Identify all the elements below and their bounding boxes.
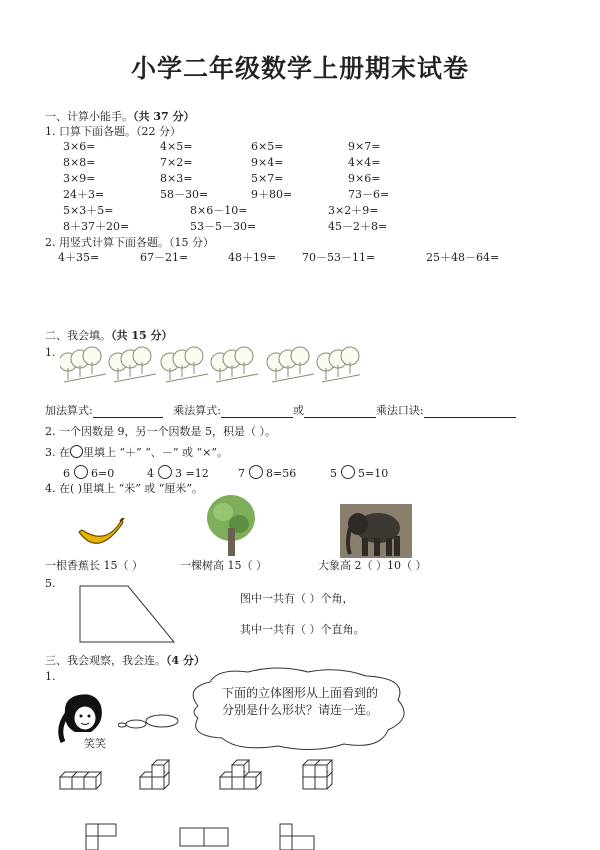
operand-a: 4 <box>147 467 154 480</box>
tree-icon <box>211 347 258 382</box>
operator-circle[interactable] <box>249 465 263 479</box>
section-score: （共 37 分） <box>133 110 195 123</box>
tree-icon <box>267 347 314 382</box>
section-heading-text: 二、我会填。 <box>45 329 111 342</box>
operator-problem <box>63 465 114 481</box>
section-1-heading <box>45 110 194 124</box>
oral-problem: 45－2＋8= <box>328 220 388 233</box>
q4-text: 4. 在( )里填上 “米” 或 “厘米”。 <box>45 482 204 495</box>
cube-figure[interactable] <box>303 760 332 789</box>
oral-problem: 24＋3= <box>63 188 105 201</box>
page-title: 小学二年级数学上册期末试卷 <box>130 54 469 83</box>
operand-b: 6=0 <box>91 467 115 480</box>
section-2-heading <box>45 329 172 343</box>
q1-label: 1. 口算下面各题。（22 分） <box>45 125 181 138</box>
top-view-1[interactable] <box>86 824 116 850</box>
q2-label: 2. 用竖式计算下面各题。（15 分） <box>45 236 214 249</box>
circle-icon <box>70 445 83 458</box>
elephant-image <box>340 504 412 558</box>
unit-fill-item: 一棵树高 15（ ） <box>180 559 267 572</box>
unit-fill-item: 一根香蕉长 15（ ） <box>45 559 143 572</box>
oral-problem: 9×7= <box>348 140 381 153</box>
operand-a: 6 <box>63 467 70 480</box>
multiplication-label: 乘法算式: <box>173 404 221 417</box>
vertical-problem: 48＋19= <box>228 251 277 264</box>
operator-problem <box>238 465 296 481</box>
operand-b: 3 =12 <box>175 467 209 480</box>
q5-line-2: 其中一共有（ ）个直角。 <box>240 623 365 636</box>
operand-a: 7 <box>238 467 245 480</box>
tree-icon <box>317 347 360 382</box>
oral-problem: 3×2＋9= <box>328 204 379 217</box>
vertical-problem: 4＋35= <box>58 251 100 264</box>
q1-label: 1. <box>45 346 56 359</box>
section-heading-text: 三、我会观察，我会连。 <box>45 654 166 667</box>
q1-label: 1. <box>45 670 56 683</box>
tree-icon <box>109 347 156 382</box>
oral-problem: 9×6= <box>348 172 381 185</box>
oral-problem: 5×7= <box>251 172 284 185</box>
oral-problem: 9＋80= <box>251 188 293 201</box>
q5-label: 5. <box>45 577 56 590</box>
banana-image <box>76 518 128 558</box>
multiplication-blank-1[interactable] <box>221 406 293 418</box>
oral-problem: 73－6= <box>348 188 390 201</box>
oral-problem: 8×8= <box>63 156 96 169</box>
trees-illustration <box>60 342 360 390</box>
operator-problem <box>330 465 388 481</box>
q3-pre: 3. 在 <box>45 446 70 459</box>
cube-figure[interactable] <box>140 760 169 789</box>
vertical-problem: 67－21= <box>140 251 189 264</box>
operand-a: 5 <box>330 467 337 480</box>
oral-problem: 8×3= <box>160 172 193 185</box>
q5-line-1: 图中一共有（ ）个角， <box>240 592 354 605</box>
oral-problem: 4×5= <box>160 140 193 153</box>
3d-cube-figures <box>55 752 385 797</box>
operator-circle[interactable] <box>158 465 172 479</box>
oral-problem: 6×5= <box>251 140 284 153</box>
fill-line <box>45 404 516 418</box>
oral-problem: 3×6= <box>63 140 96 153</box>
or-label: 或 <box>292 404 304 417</box>
rhyme-blank[interactable] <box>424 406 516 418</box>
operator-circle[interactable] <box>341 465 355 479</box>
oral-problem: 4×4= <box>348 156 381 169</box>
unit-fill-item: 大象高 2（ ）10（ ） <box>318 559 427 572</box>
oral-problem: 8＋37＋20= <box>63 220 130 233</box>
tree-icon <box>161 347 208 382</box>
q3-text <box>45 445 228 460</box>
tree-image <box>203 494 259 558</box>
oral-problem: 9×4= <box>251 156 284 169</box>
vertical-problem: 70－53－11= <box>302 251 376 264</box>
cube-figure[interactable] <box>220 760 261 789</box>
operand-b: 8=56 <box>266 467 297 480</box>
q2-text: 2. 一个因数是 9，另一个因数是 5，积是（ ）。 <box>45 425 276 438</box>
addition-blank[interactable] <box>93 406 163 418</box>
character-name: 笑笑 <box>84 737 106 750</box>
operand-b: 5=10 <box>358 467 389 480</box>
addition-label: 加法算式: <box>45 404 93 417</box>
trapezoid-figure <box>78 584 178 646</box>
tree-icon <box>60 347 106 382</box>
vertical-problem: 25＋48－64= <box>426 251 500 264</box>
operator-circle[interactable] <box>74 465 88 479</box>
bubble-text: 下面的立体图形从上面看到的分别是什么形状？请连一连。 <box>222 686 379 717</box>
operator-problem <box>147 465 209 481</box>
top-view-shapes <box>80 818 340 850</box>
oral-problem: 53－5－30= <box>190 220 257 233</box>
oral-problem: 5×3＋5= <box>63 204 114 217</box>
oral-problem: 7×2= <box>160 156 193 169</box>
cube-figure[interactable] <box>60 772 101 789</box>
section-score: （共 15 分） <box>111 329 173 342</box>
section-heading-text: 一、计算小能手。 <box>45 110 133 123</box>
oral-problem: 3×9= <box>63 172 96 185</box>
top-view-2[interactable] <box>180 828 228 846</box>
multiplication-blank-2[interactable] <box>304 406 376 418</box>
oral-problem: 58－30= <box>160 188 209 201</box>
section-score: （4 分） <box>166 654 205 667</box>
top-view-3[interactable] <box>280 824 314 850</box>
q3-post: 里填上 “＋” “、－” 或 “×”。 <box>83 446 228 459</box>
rhyme-label: 乘法口诀: <box>375 404 424 417</box>
oral-problem: 8×6－10= <box>190 204 248 217</box>
